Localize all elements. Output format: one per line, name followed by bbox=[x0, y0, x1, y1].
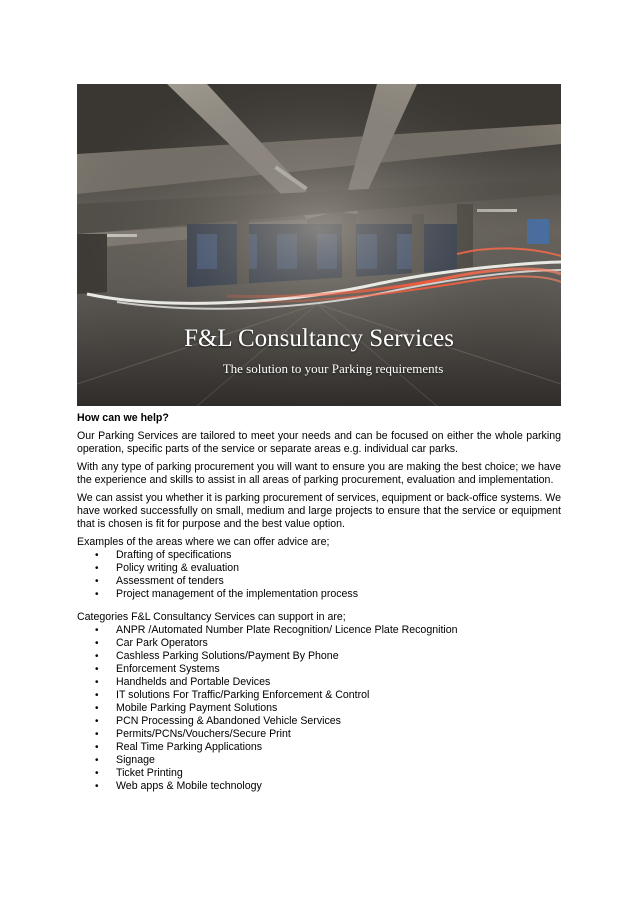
list-item: • Signage bbox=[95, 754, 155, 766]
parking-garage-photo bbox=[77, 84, 561, 406]
bullet-icon: • bbox=[95, 781, 99, 792]
bullet-icon: • bbox=[95, 576, 99, 587]
list-item: • Mobile Parking Payment Solutions bbox=[95, 702, 278, 714]
list-item: • IT solutions For Traffic/Parking Enforcement & Control bbox=[95, 689, 370, 701]
bullet-icon: • bbox=[95, 550, 99, 561]
bullet-icon: • bbox=[95, 638, 99, 649]
bullet-icon: • bbox=[95, 768, 99, 779]
bullet-icon: • bbox=[95, 625, 99, 636]
advice-list bbox=[77, 549, 561, 601]
hero-banner bbox=[77, 84, 561, 406]
categories-list bbox=[77, 624, 561, 793]
bullet-icon: • bbox=[95, 742, 99, 753]
list-item: • Enforcement Systems bbox=[95, 663, 220, 675]
list-item: • Real Time Parking Applications bbox=[95, 741, 263, 753]
paragraph-1: Our Parking Services are tailored to meet your needs and can be focused on either the whole parking operation, specific parts of the service or separate areas e.g. individual car parks. bbox=[77, 430, 561, 455]
list-item: • Handhelds and Portable Devices bbox=[95, 676, 271, 688]
list-item: • Assessment of tenders bbox=[95, 575, 224, 587]
bullet-icon: • bbox=[95, 690, 99, 701]
section-heading: How can we help? bbox=[77, 412, 169, 424]
list-item: • Permits/PCNs/Vouchers/Secure Print bbox=[95, 728, 291, 740]
categories-intro: Categories F&L Consultancy Services can support in are; bbox=[77, 611, 346, 623]
list-item: • Policy writing & evaluation bbox=[95, 562, 240, 574]
hero-subtitle: The solution to your Parking requirements bbox=[222, 361, 444, 376]
paragraph-3: We can assist you whether it is parking procurement of services, equipment or back-office systems. We have worked successfully on small, medium and large projects to ensure that the service or equipment that is chosen is fit for purpose and the best value option. bbox=[77, 492, 561, 530]
bullet-icon: • bbox=[95, 563, 99, 574]
bullet-icon: • bbox=[95, 716, 99, 727]
list-item: • Project management of the implementation process bbox=[95, 588, 359, 600]
list-item: • Car Park Operators bbox=[95, 637, 208, 649]
list-item: • PCN Processing & Abandoned Vehicle Services bbox=[95, 715, 341, 727]
main-content bbox=[77, 412, 561, 803]
list-item: • ANPR /Automated Number Plate Recognition/ Licence Plate Recognition bbox=[95, 624, 458, 636]
list-item: • Web apps & Mobile technology bbox=[95, 780, 262, 792]
advice-intro: Examples of the areas where we can offer advice are; bbox=[77, 536, 330, 548]
list-item: • Ticket Printing bbox=[95, 767, 183, 779]
hero-title: F&L Consultancy Services bbox=[184, 325, 454, 352]
bullet-icon: • bbox=[95, 703, 99, 714]
bullet-icon: • bbox=[95, 755, 99, 766]
bullet-icon: • bbox=[95, 664, 99, 675]
bullet-icon: • bbox=[95, 651, 99, 662]
paragraph-2: With any type of parking procurement you will want to ensure you are making the best choice; we have the experience and skills to assist in all areas of parking procurement, evaluation and implementation. bbox=[77, 461, 561, 486]
list-item: • Drafting of specifications bbox=[95, 549, 232, 561]
list-item: • Cashless Parking Solutions/Payment By Phone bbox=[95, 650, 339, 662]
bullet-icon: • bbox=[95, 589, 99, 600]
bullet-icon: • bbox=[95, 677, 99, 688]
bullet-icon: • bbox=[95, 729, 99, 740]
